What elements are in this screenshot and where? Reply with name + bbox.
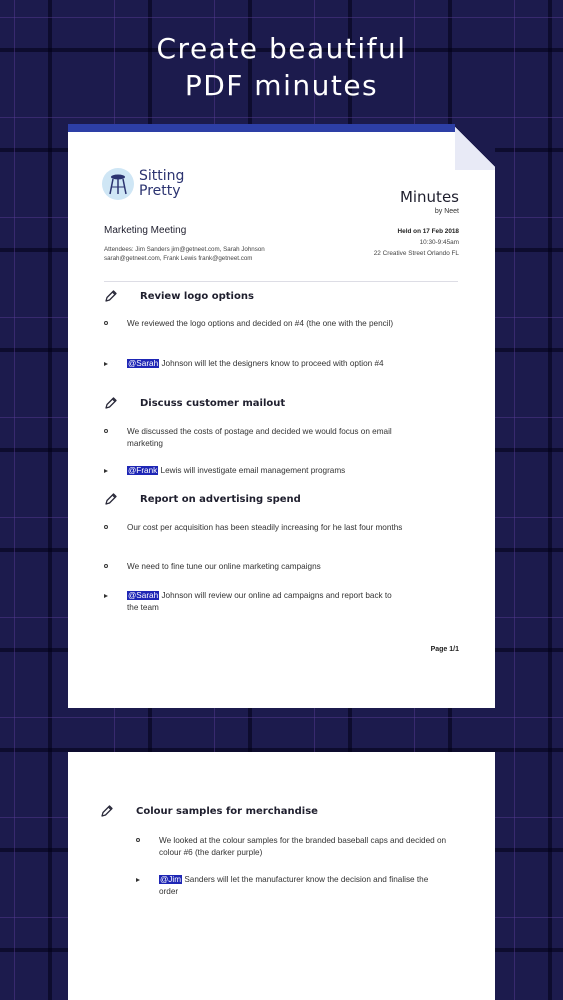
action-item: @Sarah Johnson will review our online ad campaigns and report back to the team — [104, 590, 404, 613]
action-item: @Sarah Johnson will let the designers know to proceed with option #4 — [104, 358, 404, 370]
pencil-icon[interactable] — [100, 804, 114, 818]
circle-bullet-icon — [104, 564, 108, 568]
pencil-icon[interactable] — [104, 396, 118, 410]
section-title: Discuss customer mailout — [140, 397, 286, 409]
minutes-page-1 — [68, 124, 495, 708]
meeting-details — [374, 226, 459, 259]
section-title: Colour samples for merchandise — [136, 805, 318, 817]
mention-tag[interactable]: @Sarah — [128, 359, 159, 368]
section-title: Review logo options — [140, 290, 254, 302]
agenda-section — [104, 288, 464, 304]
document-author: by Neet — [434, 208, 459, 215]
note-item: We discussed the costs of postage and decided we would focus on email marketing — [104, 426, 404, 449]
logo-text-line-2: Pretty — [139, 183, 181, 199]
note-item: We reviewed the logo options and decided on #4 (the one with the pencil) — [104, 318, 404, 330]
meeting-name: Marketing Meeting — [104, 225, 187, 236]
action-item: @Frank Lewis will investigate email management programs — [104, 465, 404, 477]
headline-line-2: PDF minutes — [184, 69, 379, 102]
mention-tag[interactable]: @Frank — [128, 466, 158, 475]
circle-bullet-icon — [104, 321, 108, 325]
action-item: @Jim Sanders will let the manufacturer know the decision and finalise the order — [136, 874, 448, 897]
triangle-bullet-icon — [104, 362, 108, 366]
mention-tag[interactable]: @Sarah — [128, 591, 159, 600]
section-title: Report on advertising spend — [140, 493, 301, 505]
page-top-bar — [68, 124, 463, 132]
note-item: We looked at the colour samples for the branded baseball caps and decided on colour #6 (the darker purple) — [136, 835, 448, 858]
headline-line-1: Create beautiful — [156, 32, 407, 65]
header-divider — [104, 281, 458, 282]
circle-bullet-icon — [104, 525, 108, 529]
triangle-bullet-icon — [136, 878, 140, 882]
note-item: We need to fine tune our online marketing campaigns — [104, 561, 404, 573]
agenda-section — [100, 803, 460, 819]
triangle-bullet-icon — [104, 594, 108, 598]
company-logo — [102, 168, 184, 200]
headline — [0, 30, 563, 104]
agenda-section — [104, 395, 464, 411]
circle-bullet-icon — [104, 429, 108, 433]
circle-bullet-icon — [136, 838, 140, 842]
held-on-date: Held on 17 Feb 2018 — [397, 228, 459, 235]
page-fold-corner — [455, 124, 495, 170]
document-title: Minutes — [399, 188, 459, 206]
logo-text-line-1: Sitting — [139, 168, 185, 184]
note-item: Our cost per acquisition has been steadily increasing for he last four months — [104, 522, 404, 534]
meeting-time: 10:30-9:45am — [419, 239, 459, 246]
mention-tag[interactable]: @Jim — [160, 875, 182, 884]
pencil-icon[interactable] — [104, 289, 118, 303]
minutes-page-2 — [68, 752, 495, 1000]
meeting-location: 22 Creative Street Orlando FL — [373, 250, 459, 257]
triangle-bullet-icon — [104, 469, 108, 473]
agenda-section — [104, 491, 464, 507]
pencil-icon[interactable] — [104, 492, 118, 506]
page-number: Page 1/1 — [430, 646, 459, 653]
stool-logo-icon — [102, 168, 134, 200]
attendees-list: Attendees: Jim Sanders jim@getneet.com, Sarah Johnson sarah@getneet.com, Frank Lewis frank@getneet.com — [104, 246, 265, 262]
